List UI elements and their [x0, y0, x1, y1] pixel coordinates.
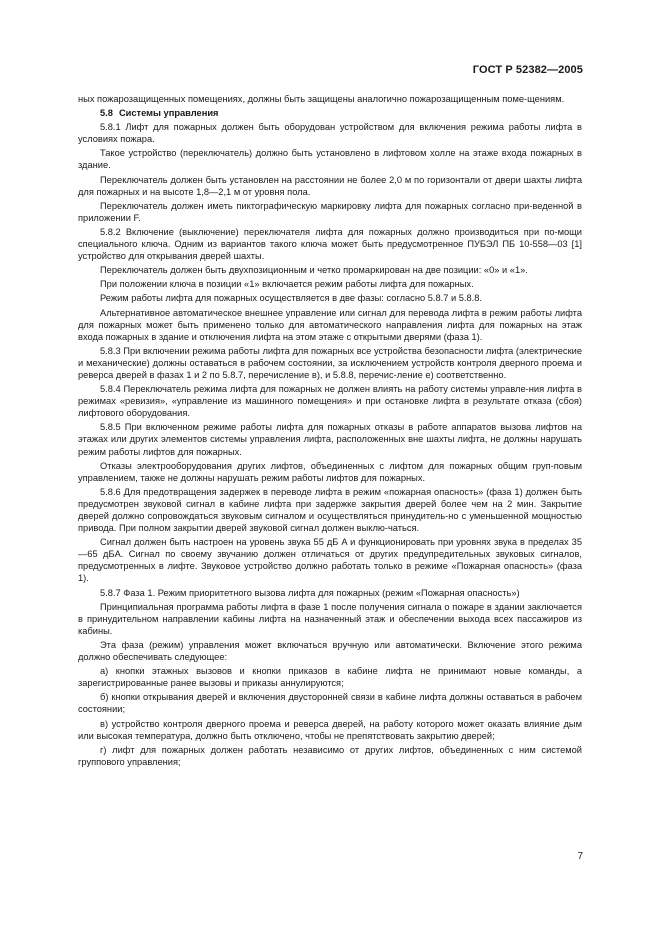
paragraph: 5.8.3 При включении режима работы лифта для пожарных все устройства безопасности лифта (электрические и механические) должны оставаться в рабочем состоянии, за исключением устройств контроля дверного проема и реверса дверей в фазах 1 и 2 по 5.8.7, перечисление в), и 5.8.8, перечис-ление е) соответственно. [78, 345, 582, 380]
paragraph: Переключатель должен иметь пиктографическую маркировку лифта для пожарных согласно при-веденной в приложении F. [78, 200, 582, 223]
paragraph: а) кнопки этажных вызовов и кнопки приказов в кабине лифта не принимают новые команды, а зарегистрированные ранее вызовы и приказы аннулируются; [78, 666, 582, 689]
paragraph: 5.8.7 Фаза 1. Режим приоритетного вызова лифта для пожарных (режим «Пожарная опасность») [100, 587, 520, 598]
section-title: Системы управления [118, 108, 219, 119]
paragraph: Сигнал должен быть настроен на уровень звука 55 дБ A и функционировать при уровнях звука в пределах 35—65 дБA. Сигнал по своему звучанию должен отличаться от других предупредительных звуковых сигналов, предусмотренных в лифте. Звуковое устройство должно работать только в режиме «Пожарная опасность» (фаза 1). [78, 537, 582, 584]
paragraph: в) устройство контроля дверного проема и реверса дверей, на работу которого может оказать влияние дым или высокая температура, должно быть отключено, чтобы не препятствовать закрытию дверей; [78, 718, 582, 741]
paragraph: б) кнопки открывания дверей и включения двусторонней связи в кабине лифта должны оставаться в рабочем состоянии; [78, 692, 582, 715]
paragraph: Переключатель должен быть двухпозиционным и четко промаркирован на две позиции: «0» и «1». [100, 265, 528, 276]
paragraph: 5.8.4 Переключатель режима лифта для пожарных не должен влиять на работу системы управле-ния лифта в режимах «ревизия», «управление из машинного помещения» и при остановке лифта в результате отказа (сбоя) лифтового оборудования. [78, 384, 582, 419]
paragraph: 5.8.1 Лифт для пожарных должен быть оборудован устройством для включения режима работы лифта в условиях пожара. [78, 122, 582, 145]
standard-header: ГОСТ Р 52382—2005 [472, 64, 583, 76]
paragraph: Переключатель должен быть установлен на расстоянии не более 2,0 м по горизонтали от двери шахты лифта для пожарных и на высоте 1,8—2,1 м от уровня пола. [78, 174, 582, 197]
page-number: 7 [577, 851, 583, 862]
paragraph: 5.8.5 При включенном режиме работы лифта для пожарных отказы в работе аппаратов вызова лифтов на этажах или других элементов системы управления лифта, расположенных вне шахты лифта, не должны нарушать режим работы лифтов для пожарных. [78, 422, 582, 457]
paragraph: Принципиальная программа работы лифта в фазе 1 после получения сигнала о пожаре в здании заключается в принудительном направлении кабины лифта на назначенный этаж и обеспечении выхода всех пассажиров из кабины. [78, 601, 582, 636]
paragraph: Режим работы лифта для пожарных осуществляется в две фазы: согласно 5.8.7 и 5.8.8. [100, 293, 482, 304]
paragraph: г) лифт для пожарных должен работать независимо от других лифтов, объединенных с ним системой группового управления; [78, 744, 582, 767]
paragraph-list [78, 121, 582, 768]
document-body [78, 93, 582, 770]
section-heading [78, 107, 582, 119]
paragraph: 5.8.6 Для предотвращения задержек в переводе лифта в режим «пожарная опасность» (фаза 1) должен быть предусмотрен звуковой сигнал в кабине лифта при задержке закрытия дверей более чем на 2 мин. Закрытие дверей должно сопровождаться звуковым сигналом и осуществляться принудитель-но с уменьшенной мощностью привода. При полном закрытии дверей звуковой сигнал должен выклю-чаться. [78, 486, 582, 534]
paragraph: Эта фаза (режим) управления может включаться вручную или автоматически. Включение этого режима должно обеспечивать следующее: [78, 639, 582, 663]
paragraph: При положении ключа в позиции «1» включается режим работы лифта для пожарных. [100, 279, 474, 290]
paragraph: Такое устройство (переключатель) должно быть установлено в лифтовом холле на этаже входа пожарных в здание. [78, 148, 582, 171]
continuation-paragraph: ных пожарозащищенных помещениях, должны быть защищены аналогично пожарозащищенным поме-щениям. [78, 94, 565, 104]
paragraph: Отказы электрооборудования других лифтов, объединенных с лифтом для пожарных общим груп-повым управлением, также не должны нарушать режим работы лифтов для пожарных. [78, 460, 582, 483]
section-number: 5.8 [100, 108, 113, 119]
paragraph: 5.8.2 Включение (выключение) переключателя лифта для пожарных должно производиться при по-мощи специального ключа. Одним из вариантов такого ключа может быть предусмотренное ПУБЭЛ ПБ 10-558—03 [1] устройство для открывания дверей шахты. [78, 226, 582, 262]
paragraph: Альтернативное автоматическое внешнее управление или сигнал для перевода лифта в режим работы лифта для пожарных может быть применено только для автоматического направления лифта для пожарных на этаж входа пожарных в здание и отключения лифта на этом этаже с открытыми дверями (фаза 1). [78, 307, 582, 342]
